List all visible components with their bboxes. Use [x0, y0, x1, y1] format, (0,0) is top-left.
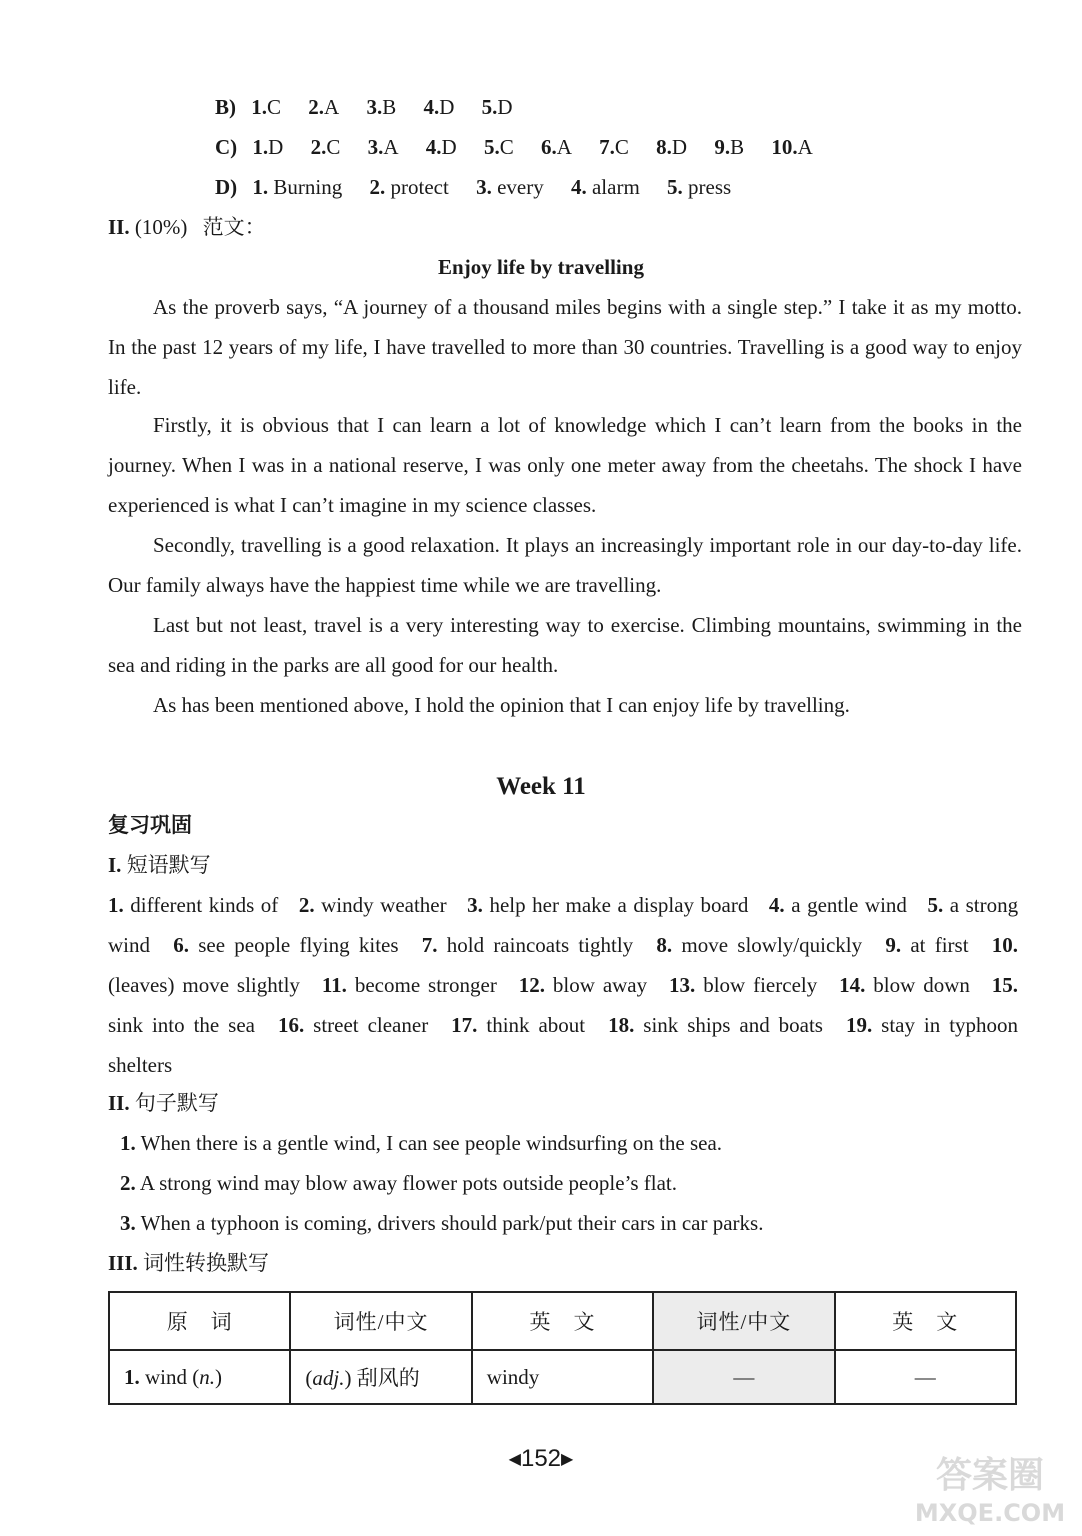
phrases-heading — [108, 845, 211, 885]
answer-item: 4. alarm — [570, 175, 640, 199]
wordforms-heading — [108, 1243, 269, 1283]
answer-item: 5.C — [483, 135, 514, 159]
table-header-row — [109, 1292, 1016, 1350]
answer-item: 6.A — [540, 135, 572, 159]
answer-item: 5.D — [481, 95, 513, 119]
table-header-cell: 原 词 — [109, 1292, 290, 1350]
watermark-line2: MXQE.COM — [914, 1499, 1066, 1527]
table-header-cell: 英 文 — [472, 1292, 653, 1350]
phrase-item: 8. move slowly/quickly — [656, 933, 863, 957]
essay-section-score: (10%) — [134, 215, 188, 239]
phrase-item: 15. sink into the sea — [108, 973, 1019, 1037]
left-triangle-icon: ◀ — [508, 1451, 521, 1468]
phrase-item: 2. windy weather — [298, 893, 447, 917]
answer-item: 7.C — [599, 135, 629, 159]
sentence-item: 3. When a typhoon is coming, drivers should park/put their cars in car parks. — [120, 1211, 764, 1235]
essay-section-heading — [108, 207, 266, 247]
answers-b-label: B) — [215, 95, 236, 119]
phrase-item: 13. blow fiercely — [669, 973, 818, 997]
answer-item: 8.D — [656, 135, 688, 159]
right-triangle-icon: ▶ — [561, 1451, 574, 1468]
watermark-line1: 答案圈 — [935, 1455, 1045, 1496]
phrase-item: 7. hold raincoats tightly — [421, 933, 634, 957]
answer-item: 10.A — [771, 135, 813, 159]
essay-paragraph: As has been mentioned above, I hold the opinion that I can enjoy life by travelling. — [153, 693, 850, 717]
phrase-item: 6. see people flying kites — [173, 933, 399, 957]
phrase-item: 10. (leaves) move slightly — [108, 933, 1019, 997]
table-header-cell: 词性/中文 — [290, 1292, 471, 1350]
answer-item: 2.C — [310, 135, 341, 159]
phrase-item: 5. a strong wind — [108, 893, 1019, 957]
table-cell-dash: — — [835, 1350, 1016, 1404]
table-cell-word: 1. wind (n.) — [109, 1350, 290, 1404]
answer-item: 3.A — [367, 135, 399, 159]
answer-item: 1.D — [252, 135, 284, 159]
phrase-item: 3. help her make a display board — [467, 893, 749, 917]
table-header-cell: 英 文 — [835, 1292, 1016, 1350]
wordforms-table — [108, 1291, 1017, 1405]
phrases-list — [108, 885, 1018, 1085]
answers-c-label: C) — [215, 135, 238, 159]
watermark-logo — [905, 1445, 1075, 1530]
wordforms-title: 词性转换默写 — [143, 1251, 270, 1275]
answer-item: 5. press — [667, 175, 732, 199]
answers-d — [215, 167, 731, 207]
sentences-label: II. — [108, 1091, 130, 1115]
page-number-text: 152 — [520, 1445, 562, 1472]
answer-item: 2.A — [308, 95, 340, 119]
answers-b — [215, 87, 513, 127]
phrases-label: I. — [108, 853, 122, 877]
essay-paragraph: Firstly, it is obvious that I can learn a lot of knowledge which I can’t learn from the books in the journey. When I was in a national reserve, I was only one meter away from the cheetahs. The shock I have experienced is what I can’t imagine in my science classes. — [108, 413, 1022, 517]
week-subtitle: 复习巩固 — [108, 813, 192, 837]
table-cell-dash: — — [653, 1350, 834, 1404]
table-row — [109, 1350, 1016, 1404]
phrase-item: 4. a gentle wind — [768, 893, 907, 917]
table-cell-english: windy — [472, 1350, 653, 1404]
sentence-item: 2. A strong wind may blow away flower pots outside people’s flat. — [120, 1171, 678, 1195]
table-cell-pos: (adj.) 刮风的 — [290, 1350, 471, 1404]
phrase-item: 17. think about — [451, 1013, 586, 1037]
phrase-item: 12. blow away — [518, 973, 648, 997]
answer-item: 9.B — [714, 135, 745, 159]
answers-c — [215, 127, 813, 167]
sentences-title: 句子默写 — [134, 1091, 219, 1115]
answer-item: 1.C — [251, 95, 282, 119]
table-header-cell: 词性/中文 — [653, 1292, 834, 1350]
essay-section-label: II. — [108, 215, 130, 239]
sentences-heading — [108, 1083, 219, 1123]
wordforms-label: III. — [108, 1251, 138, 1275]
phrase-item: 1. different kinds of — [108, 893, 279, 917]
answers-d-label: D) — [215, 175, 238, 199]
phrase-item: 16. street cleaner — [277, 1013, 429, 1037]
answer-item: 3.B — [366, 95, 397, 119]
essay-title: Enjoy life by travelling — [438, 255, 644, 279]
answer-item: 1. Burning — [252, 175, 343, 199]
answer-item: 4.D — [425, 135, 457, 159]
sentence-item: 1. When there is a gentle wind, I can see people windsurfing on the sea. — [120, 1131, 723, 1155]
phrase-item: 19. stay in typhoon shelters — [108, 1013, 1019, 1077]
phrase-item: 18. sink ships and boats — [608, 1013, 823, 1037]
answer-item: 4.D — [423, 95, 455, 119]
essay-paragraph: As the proverb says, “A journey of a thousand miles begins with a single step.” I take it as my motto. In the past 12 years of my life, I have travelled to more than 30 countries. Travelling is a good way to enjoy life. — [108, 295, 1022, 399]
phrase-item: 9. at first — [885, 933, 969, 957]
phrases-title: 短语默写 — [126, 853, 211, 877]
phrase-item: 11. become stronger — [321, 973, 497, 997]
essay-paragraph: Secondly, travelling is a good relaxation. It plays an increasingly important role in our day-to-day life. Our family always have the happiest time while we are travelling. — [108, 533, 1022, 597]
answer-item: 3. every — [476, 175, 544, 199]
essay-section-caption: 范文： — [202, 215, 266, 239]
week-title: Week 11 — [496, 773, 586, 800]
phrase-item: 14. blow down — [839, 973, 970, 997]
essay-paragraph: Last but not least, travel is a very interesting way to exercise. Climbing mountains, swimming in the sea and riding in the parks are all good for our health. — [108, 613, 1022, 677]
answer-item: 2. protect — [369, 175, 449, 199]
